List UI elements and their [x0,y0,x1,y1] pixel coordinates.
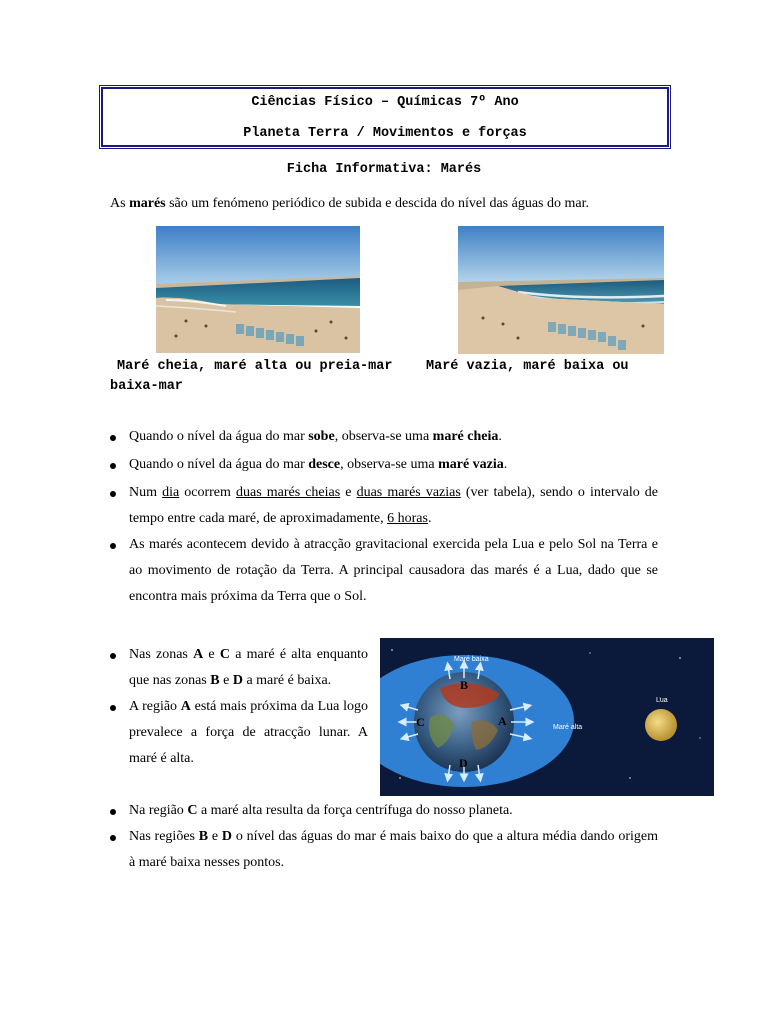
course-title: Ciências Físico – Químicas 7º Ano [251,95,519,110]
unit-title: Planeta Terra / Movimentos e forças [243,126,527,141]
label-moon: Lua [656,697,668,704]
bullet-list-regions [110,798,658,876]
worksheet-subtitle: Ficha Informativa: Marés [286,162,482,177]
list-item: A região A está mais próxima da Lua logo prevalece a força de atracção lunar. A maré é alta. [110,694,368,772]
tides-diagram [380,638,714,796]
list-item: Quando o nível da água do mar sobe, observa-se uma maré cheia. [110,424,658,450]
bullet-list-tides [110,424,658,610]
list-item: Nas regiões B e D o nível das águas do mar é mais baixo do que a altura média dando origem à maré baixa nesses pontos. [110,824,658,876]
label-zone-a: A [498,714,507,728]
caption-high-tide: Maré cheia, maré alta ou preia-mar [117,359,393,374]
list-item: Num dia ocorrem duas marés cheias e duas marés vazias (ver tabela), sendo o intervalo de tempo entre cada maré, de aproximadamente, 6 horas. [110,480,658,532]
list-item: Na região C a maré alta resulta da força centrífuga do nosso planeta. [110,798,658,824]
list-item: As marés acontecem devido à atracção gravitacional exercida pela Lua e pelo Sol na Terra e ao movimento de rotação da Terra. A principal causadora das marés é a Lua, dado que se encontra mais próxima da Terra que o Sol. [110,532,658,610]
bullet-list-zones [110,642,368,772]
title-box [99,85,671,149]
caption-low-tide-line1: Maré vazia, maré baixa ou [426,359,629,374]
moon-icon [645,709,677,741]
list-item: Nas zonas A e C a maré é alta enquanto que nas zonas B e D a maré é baixa. [110,642,368,694]
label-zone-b: B [460,678,469,692]
label-zone-d: D [459,756,468,770]
photo-low-tide [458,226,664,354]
label-low-tide: Maré baixa [454,656,489,663]
label-zone-c: C [416,715,425,729]
label-high-tide: Maré alta [553,724,583,731]
intro-paragraph: As marés são um fenómeno periódico de subida e descida do nível das águas do mar. [110,196,589,211]
photo-high-tide [156,226,360,353]
list-item: Quando o nível da água do mar desce, observa-se uma maré vazia. [110,452,658,478]
caption-low-tide-line2: baixa-mar [110,379,183,394]
